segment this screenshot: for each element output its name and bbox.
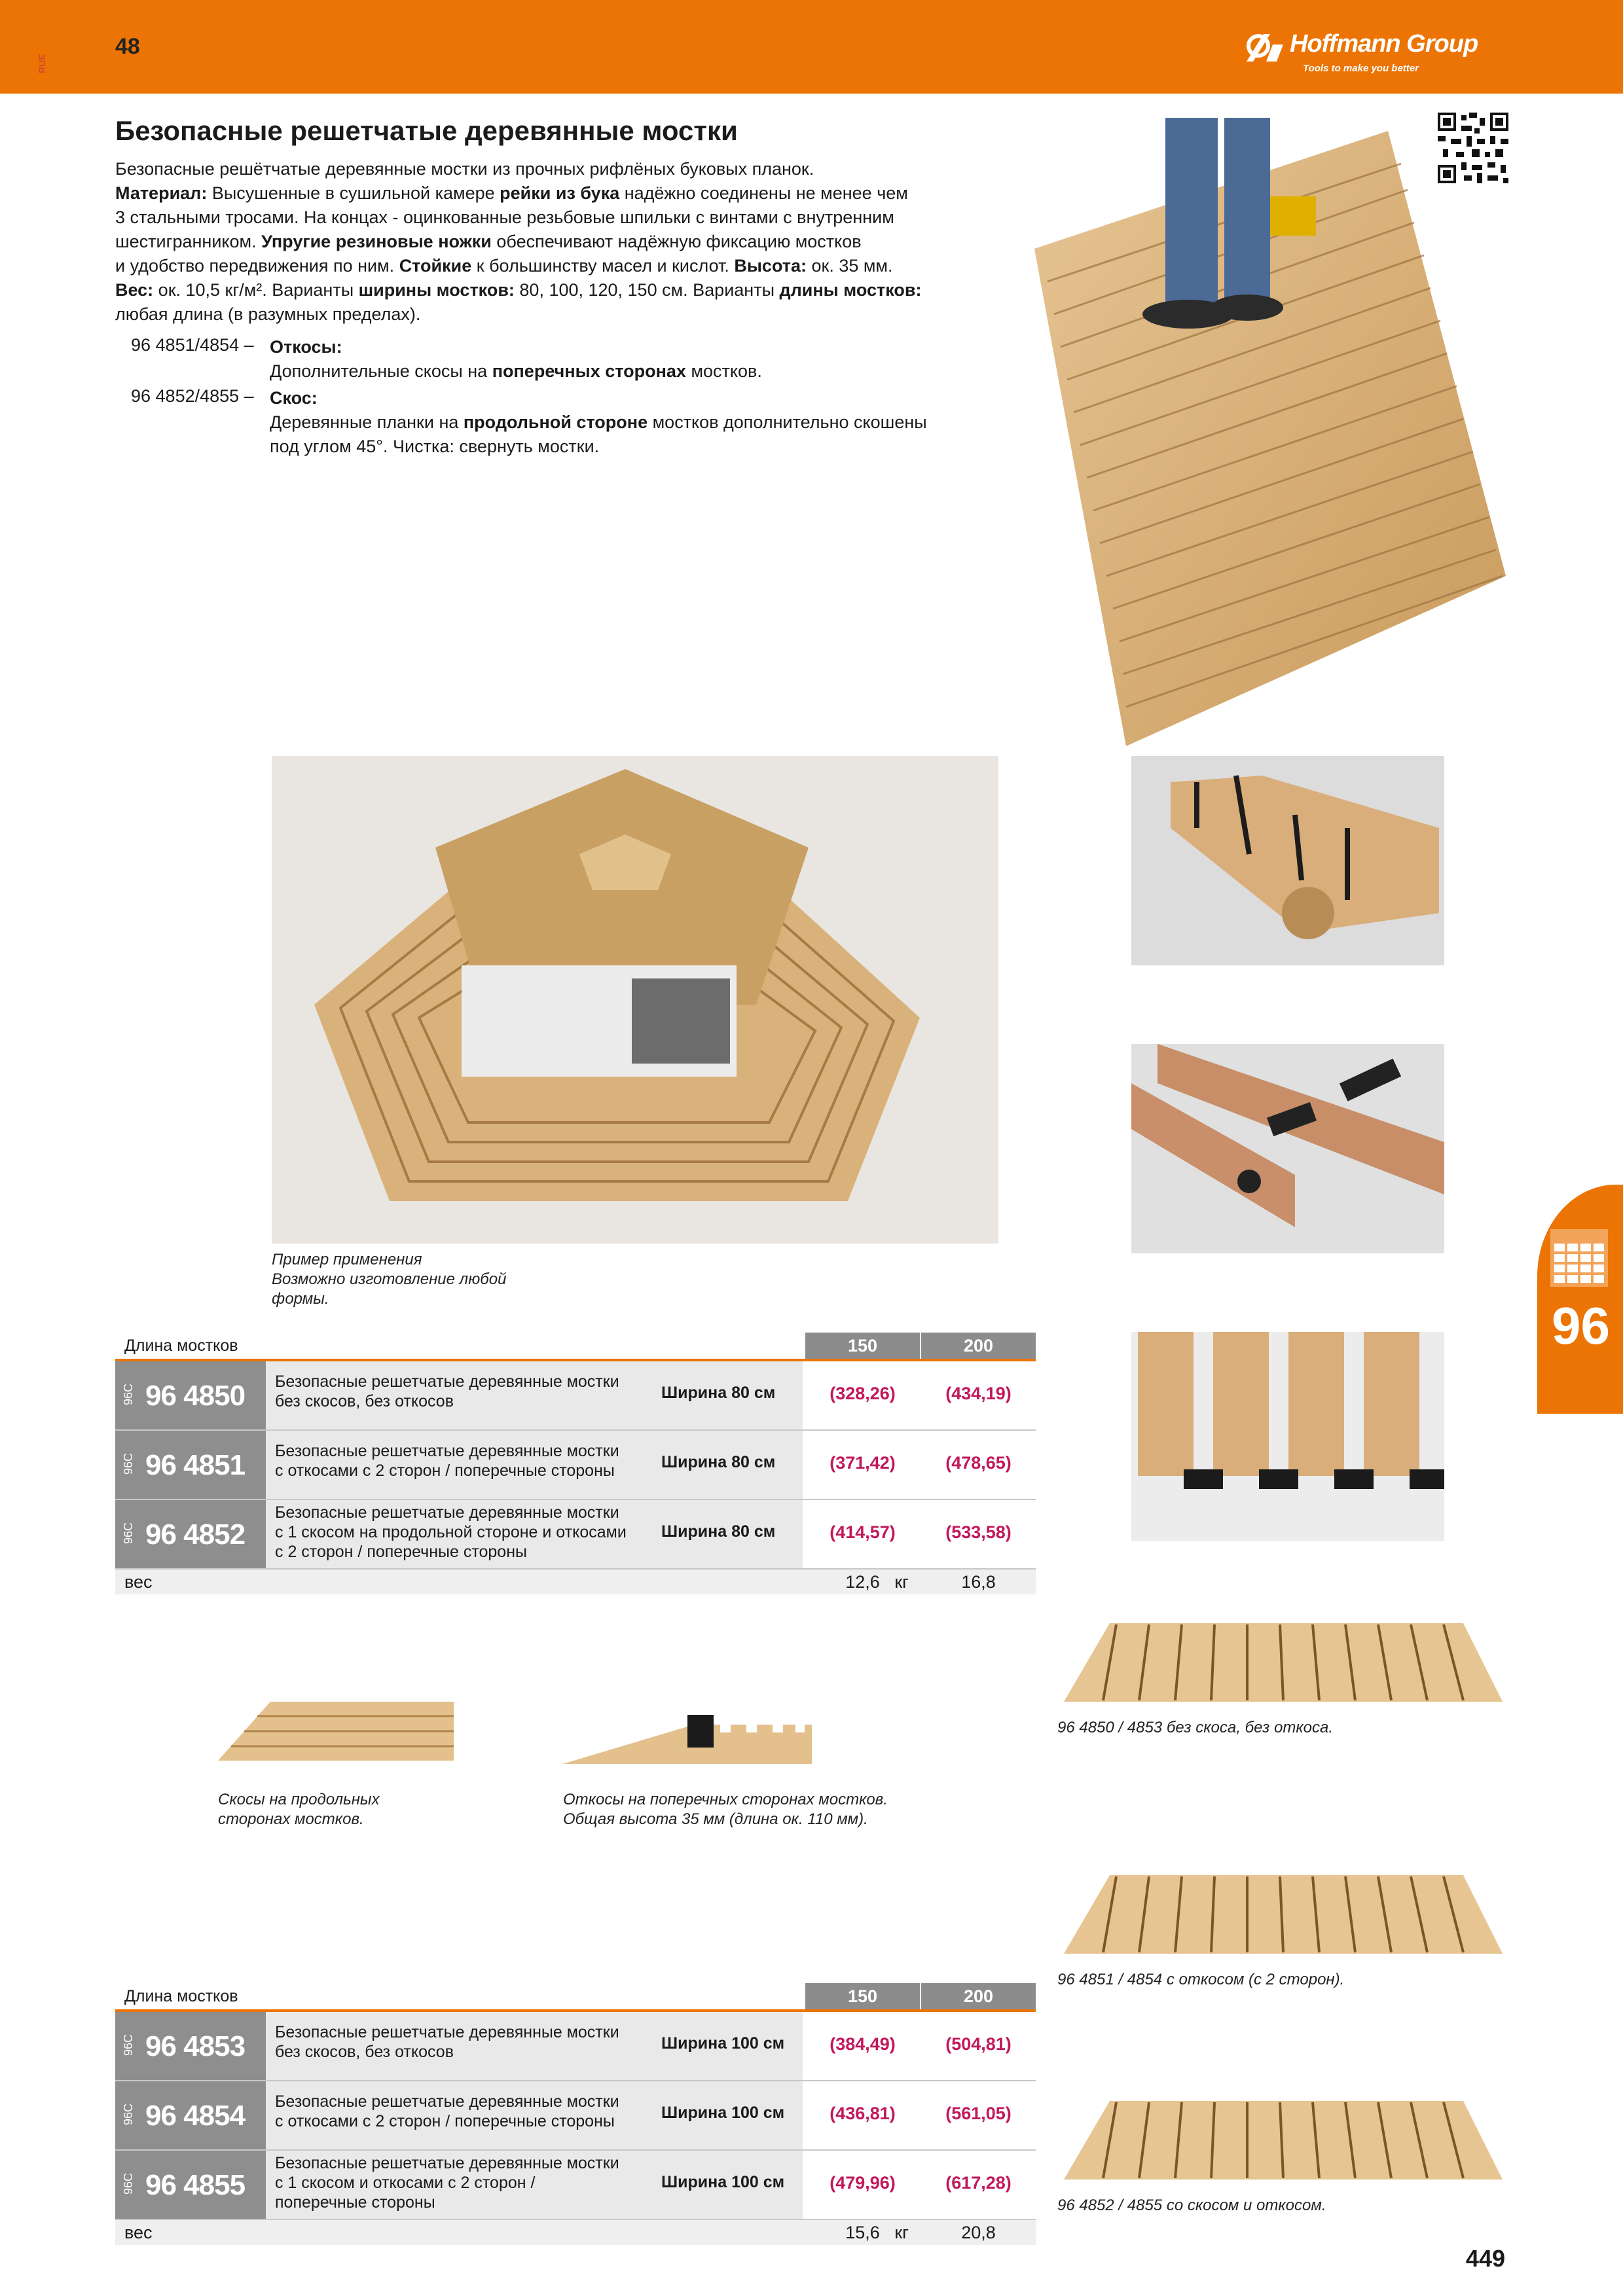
intro-fragment: 80, 100, 120, 150 см. Варианты (514, 280, 780, 300)
weight-value: 15,6 (845, 2223, 880, 2242)
detail-photo-rolled (1131, 756, 1444, 965)
desc-line: без скосов, без откосов (275, 1392, 454, 1410)
caption-line: Откосы на поперечных сторонах мостков. (563, 1791, 888, 1808)
category-label: 96C (122, 1384, 135, 1406)
intro-line-5 (115, 254, 966, 278)
category-label: 96C (122, 2034, 135, 2056)
desc-line: Безопасные решетчатые деревянные мостки (275, 2023, 619, 2041)
intro-line-2 (115, 181, 966, 206)
variant-fragment-bold: поперечных сторонах (492, 361, 686, 381)
category-label: 96C (122, 2173, 135, 2195)
desc-line: Безопасные решетчатые деревянные мостки (275, 2092, 619, 2111)
caption-line: Скосы на продольных (218, 1791, 380, 1808)
desc-line: с 1 скосом и откосами с 2 сторон / (275, 2174, 536, 2192)
intro-fragment-bold: длины мостков: (779, 280, 922, 300)
table-row[interactable] (115, 2151, 1036, 2220)
caption-line: Пример применения (272, 1251, 422, 1268)
material-label: Материал: (115, 183, 208, 203)
weight-unit: кг (894, 2223, 909, 2242)
intro-fragment: и удобство передвижения по ним. (115, 256, 399, 276)
intro-fragment: Высушенные в сушильной камере (207, 183, 500, 203)
intro-line-6 (115, 278, 966, 302)
variant-description (270, 335, 990, 384)
price: (328,26) (830, 1384, 896, 1403)
weight-label: вес (124, 2223, 153, 2242)
intro-text (115, 157, 966, 327)
variant-code: 96 4852/4855 – (131, 386, 254, 406)
caption-slope-long (218, 1790, 380, 1829)
variant-caption-3: 96 4852 / 4855 со скосом и откосом. (1057, 2197, 1326, 2214)
intro-line-7: любая длина (в разумных пределах). (115, 304, 421, 324)
table-header-label: Длина мостков (124, 1336, 238, 1355)
product-description (275, 1441, 642, 1480)
desc-line: Безопасные решетчатые деревянные мостки (275, 1442, 619, 1460)
grid-icon (1550, 1229, 1608, 1287)
variant-name: Откосы: (270, 337, 342, 357)
intro-fragment-bold: Упругие резиновые ножки (261, 232, 492, 251)
product-width: Ширина 100 см (661, 2034, 785, 2053)
product-description (275, 1372, 642, 1411)
caption-line: Возможно изготовление любой (272, 1270, 507, 1288)
price: (371,42) (830, 1453, 896, 1473)
product-width: Ширина 80 см (661, 1522, 776, 1541)
column-header: 150 (805, 1983, 920, 2009)
section-tab[interactable] (1537, 1185, 1623, 1414)
intro-fragment: обеспечивают надёжную фиксацию мостков (491, 232, 862, 251)
table-header (115, 1333, 1036, 1361)
product-width: Ширина 100 см (661, 2173, 785, 2191)
desc-line: с откосами с 2 сторон / поперечные стороны (275, 2112, 615, 2130)
diagram-cross-slope (563, 1705, 812, 1770)
brand-logo-icon (1244, 31, 1286, 63)
detail-photo-rubber-feet (1131, 1044, 1444, 1253)
product-width: Ширина 80 см (661, 1453, 776, 1471)
weight-label: вес (124, 1572, 153, 1592)
column-header: 200 (921, 1983, 1036, 2009)
intro-fragment: шестигранником. (115, 232, 262, 251)
variant-illustration-1 (1057, 1617, 1509, 1708)
caption-line: Общая высота 35 мм (длина ок. 110 мм). (563, 1810, 868, 1828)
table-row[interactable] (115, 2012, 1036, 2081)
intro-fragment-bold: рейки из бука (500, 183, 620, 203)
product-code-cell (115, 1431, 266, 1499)
desc-line: поперечные стороны (275, 2193, 435, 2212)
intro-line-4 (115, 230, 966, 254)
price: (479,96) (830, 2173, 896, 2193)
intro-line-1: Безопасные решётчатые деревянные мостки из прочных рифлёных буковых планок. (115, 159, 814, 179)
price: (384,49) (830, 2034, 896, 2054)
intro-fragment-bold: Стойкие (399, 256, 472, 276)
variant-caption-1: 96 4850 / 4853 без скоса, без откоса. (1057, 1719, 1334, 1736)
detail-photo-profile (1131, 1332, 1444, 1541)
product-width: Ширина 100 см (661, 2104, 785, 2122)
example-photo-hexagon (272, 756, 998, 1244)
example-caption (272, 1250, 506, 1309)
desc-line: Безопасные решетчатые деревянные мостки (275, 1372, 619, 1391)
product-photo-duckboard-worker (1021, 118, 1519, 746)
intro-fragment-bold: ширины мостков: (358, 280, 515, 300)
section-number: 96 (1552, 1297, 1610, 1355)
table-row[interactable] (115, 1431, 1036, 1500)
page-number-top: 48 (115, 34, 140, 59)
desc-line: без скосов, без откосов (275, 2043, 454, 2061)
variant-fragment: мостков дополнительно скошены (647, 412, 927, 432)
weight-row (115, 2220, 1036, 2245)
variant-text (270, 359, 990, 384)
column-header: 150 (805, 1333, 920, 1359)
product-description (275, 2092, 642, 2131)
table-header (115, 1983, 1036, 2012)
price: (504,81) (945, 2034, 1012, 2054)
product-code-cell (115, 1500, 266, 1568)
caption-slope-cross (563, 1790, 888, 1829)
weight-value: 16,8 (961, 1572, 996, 1592)
caption-line: сторонах мостков. (218, 1810, 364, 1828)
product-description (275, 2153, 642, 2212)
product-code-cell (115, 1361, 266, 1429)
variant-text (270, 410, 990, 435)
variant-description (270, 386, 990, 459)
product-code-cell (115, 2151, 266, 2219)
desc-line: Безопасные решетчатые деревянные мостки (275, 1503, 619, 1522)
price: (533,58) (945, 1522, 1012, 1542)
variant-illustration-3 (1057, 2094, 1509, 2186)
product-width: Ширина 80 см (661, 1384, 776, 1402)
variant-fragment: мостков. (685, 361, 762, 381)
weight-value: 12,6 (845, 1572, 880, 1592)
price-table-80 (115, 1333, 1036, 1594)
caption-line: формы. (272, 1290, 329, 1308)
language-code: RUE (37, 54, 47, 73)
product-description (275, 2022, 642, 2062)
page-title: Безопасные решетчатые деревянные мостки (115, 115, 738, 146)
intro-fragment-bold: Высота: (734, 256, 807, 276)
desc-line: Безопасные решетчатые деревянные мостки (275, 2154, 619, 2172)
variant-caption-2: 96 4851 / 4854 с откосом (с 2 сторон). (1057, 1971, 1345, 1988)
product-code-cell (115, 2081, 266, 2149)
category-label: 96C (122, 1453, 135, 1475)
desc-line: с 2 сторон / поперечные стороны (275, 1543, 527, 1561)
brand-name: Hoffmann Group (1290, 30, 1478, 58)
product-code: 96 4851 (145, 1449, 246, 1481)
variant-name: Скос: (270, 388, 318, 408)
intro-fragment: ок. 10,5 кг/м². Варианты (153, 280, 359, 300)
variant-list (0, 335, 1048, 466)
weight-row (115, 1570, 1036, 1594)
category-label: 96C (122, 1522, 135, 1545)
desc-line: с 1 скосом на продольной стороне и откосами (275, 1523, 627, 1541)
variant-fragment: Деревянные планки на (270, 412, 464, 432)
variant-fragment-bold: продольной стороне (463, 412, 648, 432)
price: (414,57) (830, 1522, 896, 1542)
table-row[interactable] (115, 1361, 1036, 1431)
variant-fragment: Дополнительные скосы на (270, 361, 492, 381)
price: (436,81) (830, 2104, 896, 2123)
product-code: 96 4854 (145, 2100, 246, 2132)
variant-illustration-2 (1057, 1869, 1509, 1960)
variant-code: 96 4851/4854 – (131, 335, 254, 355)
variant-text: под углом 45°. Чистка: свернуть мостки. (270, 437, 600, 456)
price: (561,05) (945, 2104, 1012, 2123)
product-code: 96 4853 (145, 2030, 246, 2062)
weight-value: 20,8 (961, 2223, 996, 2242)
page-number: 449 (1465, 2245, 1505, 2272)
product-code: 96 4852 (145, 1518, 246, 1551)
intro-fragment: ок. 35 мм. (807, 256, 893, 276)
price: (434,19) (945, 1384, 1012, 1403)
table-row[interactable] (115, 1500, 1036, 1570)
intro-fragment-bold: Вес: (115, 280, 154, 300)
price-table-100 (115, 1983, 1036, 2245)
product-code: 96 4855 (145, 2169, 246, 2201)
brand-tagline: Tools to make you better (1303, 63, 1419, 74)
price: (478,65) (945, 1453, 1012, 1473)
brand-logo[interactable] (1244, 30, 1519, 76)
weight-unit: кг (894, 1572, 909, 1592)
table-row[interactable] (115, 2081, 1036, 2151)
desc-line: с откосами с 2 сторон / поперечные стороны (275, 1462, 615, 1480)
product-code-cell (115, 2012, 266, 2080)
product-code: 96 4850 (145, 1380, 246, 1412)
diagram-long-slope (218, 1695, 454, 1767)
intro-fragment: надёжно соединены не менее чем (619, 183, 908, 203)
intro-line-3: 3 стальными тросами. На концах - оцинкованные резьбовые шпильки с винтами с внутренним (115, 207, 894, 227)
column-header: 200 (921, 1333, 1036, 1359)
price: (617,28) (945, 2173, 1012, 2193)
category-label: 96C (122, 2104, 135, 2126)
intro-fragment: к большинству масел и кислот. (471, 256, 735, 276)
table-header-label: Длина мостков (124, 1987, 238, 2005)
product-description (275, 1503, 642, 1562)
